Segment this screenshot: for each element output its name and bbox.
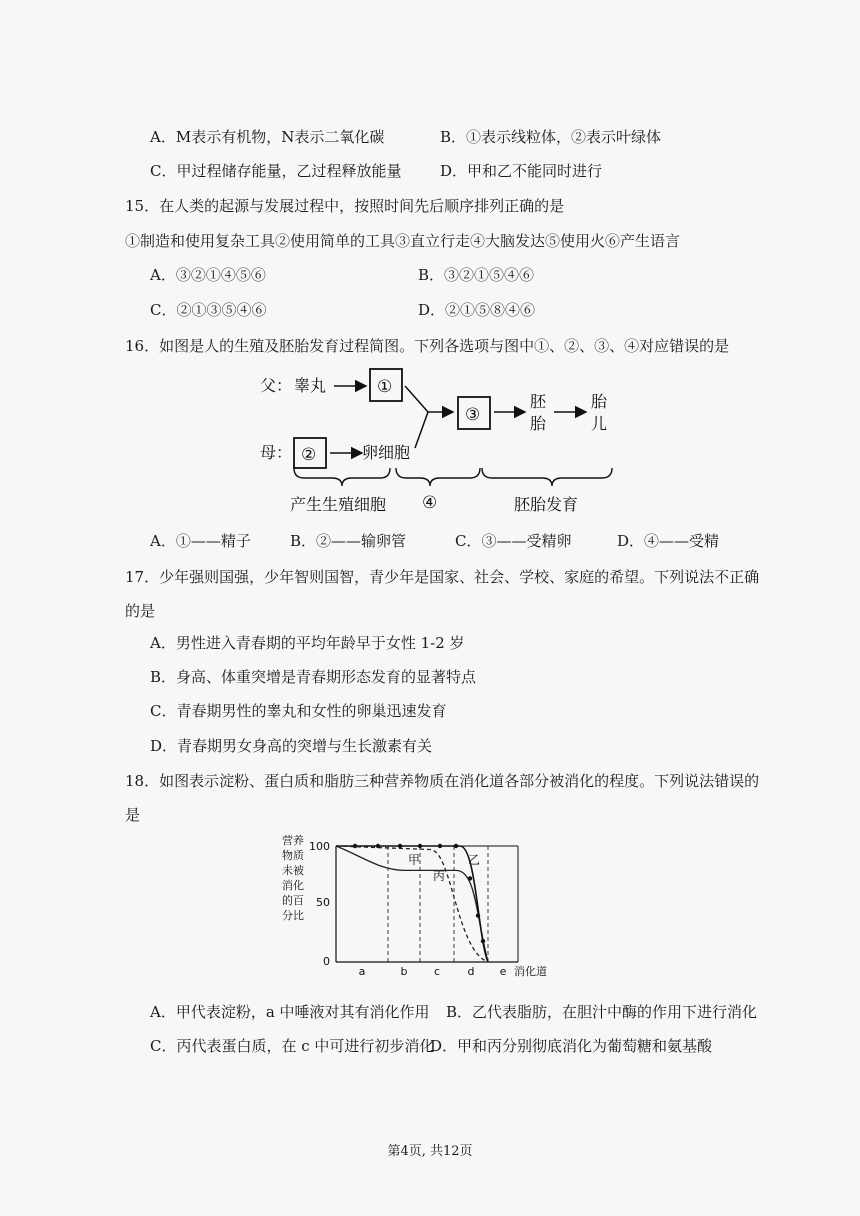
q18-option-c: C．丙代表蛋白质，在 c 中可进行初步消化: [150, 1037, 435, 1055]
testis-label: 睾丸: [294, 376, 327, 395]
digestion-chart: [280, 832, 570, 982]
q17-stem-line2: 的是: [125, 602, 156, 620]
embryo-label-2: 胎: [530, 414, 547, 433]
q17-option-d: D．青春期男女身高的突增与生长激素有关: [150, 737, 433, 755]
q14-option-b: B．①表示线粒体，②表示叶绿体: [440, 128, 662, 146]
svg-text:消化: 消化: [282, 879, 304, 892]
q14-option-c: C．甲过程储存能量，乙过程释放能量: [150, 162, 402, 180]
svg-text:分比: 分比: [282, 909, 304, 922]
y-tick-0: 0: [323, 955, 330, 968]
series-2-point: [481, 939, 485, 943]
box-1-label: ①: [377, 377, 393, 397]
egg-label: 卵细胞: [362, 443, 411, 462]
series-2-point: [438, 844, 442, 848]
q18-stem-line2: 是: [125, 806, 141, 824]
q17-stem-line1: 17．少年强则国强，少年智则国智，青少年是国家、社会、学校、家庭的希望。下列说法不正确: [125, 568, 760, 586]
svg-text:的百: 的百: [282, 894, 304, 907]
x-tick-a: a: [358, 965, 366, 978]
q17-option-a: A．男性进入青春期的平均年龄早于女性 1-2 岁: [150, 634, 465, 652]
series-2-point: [376, 844, 380, 848]
brace-1-label: 产生生殖细胞: [290, 495, 387, 514]
box-3-label: ③: [465, 405, 481, 425]
y-tick-50: 50: [316, 896, 330, 909]
y-axis-label: [282, 833, 304, 922]
q16-option-b: B．②——输卵管: [290, 532, 407, 550]
fetus-label-2: 儿: [591, 414, 608, 433]
q16-stem: 16．如图是人的生殖及胚胎发育过程简图。下列各选项与图中①、②、③、④对应错误的是: [125, 337, 730, 355]
brace-2-label: ④: [422, 493, 438, 513]
q15-option-d: D．②①⑤⑧④⑥: [418, 301, 536, 319]
q14-option-d: D．甲和乙不能同时进行: [440, 162, 603, 180]
mother-label: 母：: [260, 443, 293, 462]
q18-stem-line1: 18．如图表示淀粉、蛋白质和脂肪三种营养物质在消化道各部分被消化的程度。下列说法错误的: [125, 772, 760, 790]
q15-items: ①制造和使用复杂工具②使用简单的工具③直立行走④大脑发达⑤使用火⑥产生语言: [125, 232, 681, 250]
x-tick-d: d: [467, 965, 475, 978]
q15-option-b: B．③②①⑤④⑥: [418, 266, 535, 284]
q15-stem: 15．在人类的起源与发展过程中，按照时间先后顺序排列正确的是: [125, 197, 565, 215]
q15-option-a: A．③②①④⑤⑥: [150, 266, 266, 284]
series-2-point: [398, 844, 402, 848]
brace-1: [294, 468, 390, 486]
q14-option-a: A．M表示有机物，N表示二氧化碳: [150, 128, 385, 146]
series-label-yi: 乙: [468, 853, 481, 867]
q18-option-a: A．甲代表淀粉，a 中唾液对其有消化作用: [150, 1003, 430, 1021]
x-axis-label: 消化道: [514, 965, 547, 978]
svg-text:未被: 未被: [282, 864, 304, 877]
svg-text:营养: 营养: [282, 834, 304, 847]
embryo-label-1: 胚: [530, 392, 547, 411]
q17-option-c: C．青春期男性的睾丸和女性的卵巢迅速发育: [150, 702, 447, 720]
q15-option-c: C．②①③⑤④⑥: [150, 301, 267, 319]
series-label-bing: 丙: [433, 869, 446, 883]
q18-option-b: B．乙代表脂肪，在胆汁中酶的作用下进行消化: [446, 1003, 758, 1021]
brace-3-label: 胚胎发育: [514, 495, 579, 514]
q16-option-a: A．①——精子: [150, 532, 251, 550]
series-2-point: [468, 876, 472, 880]
series-2-point: [418, 844, 422, 848]
reproduction-diagram: [250, 360, 650, 525]
brace-2: [396, 468, 480, 486]
svg-text:物质: 物质: [282, 849, 304, 862]
father-label: 父：: [260, 376, 293, 395]
q18-option-d: D．甲和丙分别彻底消化为葡萄糖和氨基酸: [430, 1037, 713, 1055]
series-2-point: [476, 913, 480, 917]
series-2-point: [454, 844, 458, 848]
fetus-label-1: 胎: [591, 392, 608, 411]
q16-option-c: C．③——受精卵: [455, 532, 572, 550]
x-tick-b: b: [400, 965, 408, 978]
y-tick-100: 100: [309, 840, 330, 853]
x-tick-c: c: [433, 965, 441, 978]
q16-option-d: D．④——受精: [617, 532, 720, 550]
page-footer: 第4页, 共12页: [387, 1144, 473, 1159]
q17-option-b: B．身高、体重突增是青春期形态发育的显著特点: [150, 668, 477, 686]
box-2-label: ②: [301, 445, 317, 465]
series-2-point: [353, 844, 357, 848]
x-tick-e: e: [499, 965, 507, 978]
series-label-jia: 甲: [408, 853, 421, 867]
brace-3: [482, 468, 612, 486]
